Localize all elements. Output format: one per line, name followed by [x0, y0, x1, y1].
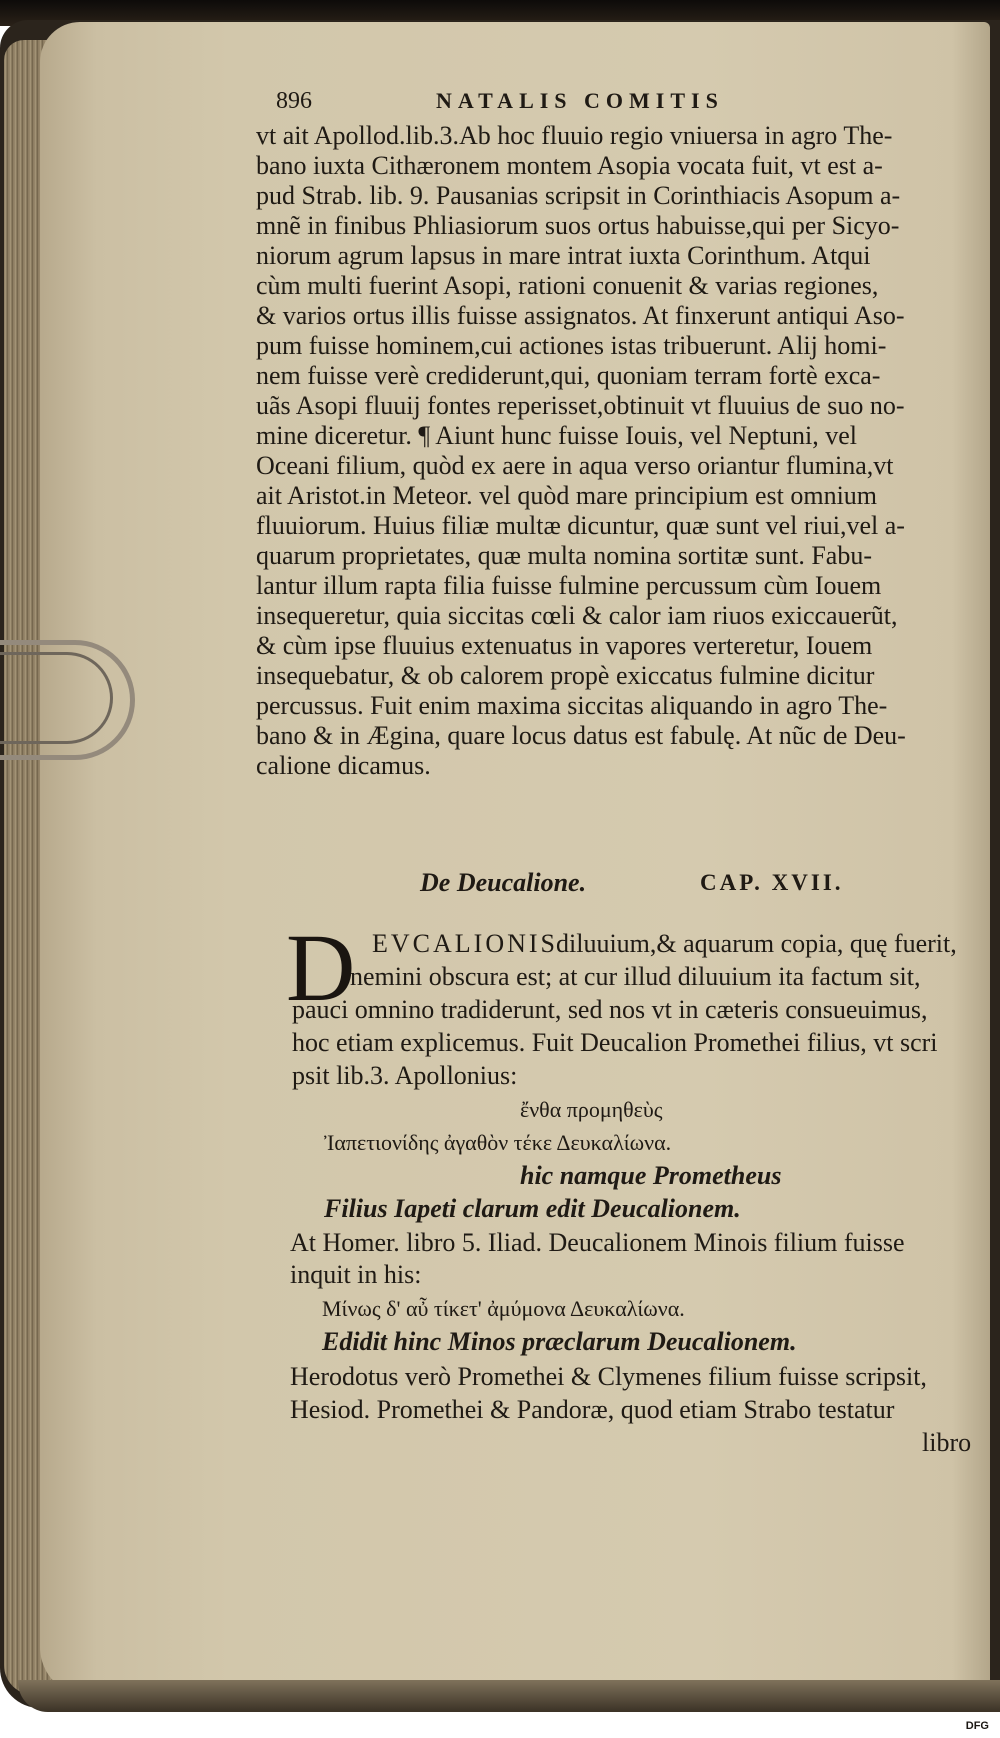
body-line: inquit in his:	[290, 1260, 422, 1289]
body-line: pauci omnino tradiderunt, sed nos vt in cæteris consueuimus,	[292, 995, 928, 1024]
running-title: NATALIS COMITIS	[436, 88, 724, 113]
body-line: Hesiod. Promethei & Pandoræ, quod etiam Strabo testatur	[290, 1395, 895, 1424]
body-line: mine diceretur. ¶ Aiunt hunc fuisse Iouis, vel Neptuni, vel	[256, 421, 857, 450]
body-line: fluuiorum. Huius filiæ multæ dicuntur, quæ sunt vel riui,vel a-	[256, 511, 905, 540]
page-number: 896	[276, 88, 312, 114]
body-line: calione dicamus.	[256, 751, 431, 780]
body-line: cùm multi fuerint Asopi, rationi conuenit & varias regiones,	[256, 271, 879, 300]
latin-verse: Filius Iapeti clarum edit Deucalionem.	[324, 1194, 741, 1223]
body-line: pum fuisse hominem,cui actiones istas tribuerunt. Alij homi-	[256, 331, 887, 360]
body-line: percussus. Fuit enim maxima siccitas aliquando in agro The-	[256, 691, 888, 720]
latin-verse: Edidit hinc Minos præclarum Deucalionem.	[322, 1327, 797, 1356]
body-line: & cùm ipse fluuius extenuatus in vapores verteretur, Iouem	[256, 631, 873, 660]
body-line: insequebatur, & ob calorem propè exiccatus fulmine dicitur	[256, 661, 875, 690]
body-line: bano & in Ægina, quare locus datus est fabulę. At nũc de Deu-	[256, 721, 906, 750]
body-line: bano iuxta Cithæronem montem Asopia vocata fuit, vt est a-	[256, 151, 883, 180]
digitization-footer	[549, 1716, 992, 1736]
body-line: At Homer. libro 5. Iliad. Deucalionem Minois filium fuisse	[290, 1228, 905, 1257]
body-line: insequeretur, quia siccitas cœli & calor iam riuos exiccauerũt,	[256, 601, 898, 630]
running-head	[276, 86, 836, 116]
greek-verse: Μίνως δ' αὖ τίκετ' ἀμύμονα Δευκαλίωνα.	[322, 1296, 685, 1321]
body-line: vt ait Apollod.lib.3.Ab hoc fluuio regio vniuersa in agro The-	[256, 121, 893, 150]
body-line: nemini obscura est; at cur illud diluuium ita factum sit,	[350, 962, 921, 991]
drop-cap: D	[286, 914, 356, 1021]
body-line: pud Strab. lib. 9. Pausanias scripsit in Corinthiacis Asopum a-	[256, 181, 901, 210]
body-line: diluuium,& aquarum copia, quę fuerit,	[556, 929, 957, 958]
chapter-number: CAP. XVII.	[700, 870, 844, 895]
body-line: quarum proprietates, quæ multa nomina sortitæ sunt. Fabu-	[256, 541, 872, 570]
book-clip-inner-icon	[0, 652, 113, 744]
body-line: & varios ortus illis fuisse assignatos. At finxerunt antiqui Aso-	[256, 301, 905, 330]
chapter-heading	[420, 868, 860, 902]
page-bottom-shadow	[18, 1680, 1000, 1712]
body-line: ait Aristot.in Meteor. vel quòd mare principium est omnium	[256, 481, 878, 510]
chapter-title: De Deucalione.	[420, 868, 587, 897]
body-line: nem fuisse verè crediderunt,qui, quoniam terram fortè exca-	[256, 361, 881, 390]
body-line: uãs Asopi fluuij fontes reperisset,obtinuit vt fluuius de suo no-	[256, 391, 905, 420]
body-line: mnẽ in finibus Phliasiorum suos ortus habuisse,qui per Sicyo-	[256, 211, 900, 240]
latin-verse: hic namque Prometheus	[520, 1161, 782, 1190]
footer-text: Digitalisierung gefördert durch die Deutsche Forschungsgemeinschaft -	[549, 1718, 959, 1733]
catchword: libro	[922, 1428, 972, 1457]
first-word: EVCALIONIS	[372, 929, 558, 958]
body-line: Herodotus verò Promethei & Clymenes filium fuisse scripsit,	[290, 1362, 927, 1391]
body-line: Oceani filium, quòd ex aere in aqua verso oriantur flumina,vt	[256, 451, 894, 480]
greek-verse: ἔνθα προμηθεὺς	[520, 1097, 663, 1122]
body-line: niorum agrum lapsus in mare intrat iuxta Corinthum. Atqui	[256, 241, 871, 270]
greek-verse: Ἰαπετιονίδης ἀγαθὸν τέκε Δευκαλίωνα.	[324, 1130, 672, 1155]
body-line: psit lib.3. Apollonius:	[292, 1061, 518, 1090]
dfg-logo-icon: DFG	[963, 1718, 992, 1734]
body-line: hoc etiam explicemus. Fuit Deucalion Promethei filius, vt scri	[292, 1028, 938, 1057]
body-line: lantur illum rapta filia fuisse fulmine percussum cùm Iouem	[256, 571, 882, 600]
